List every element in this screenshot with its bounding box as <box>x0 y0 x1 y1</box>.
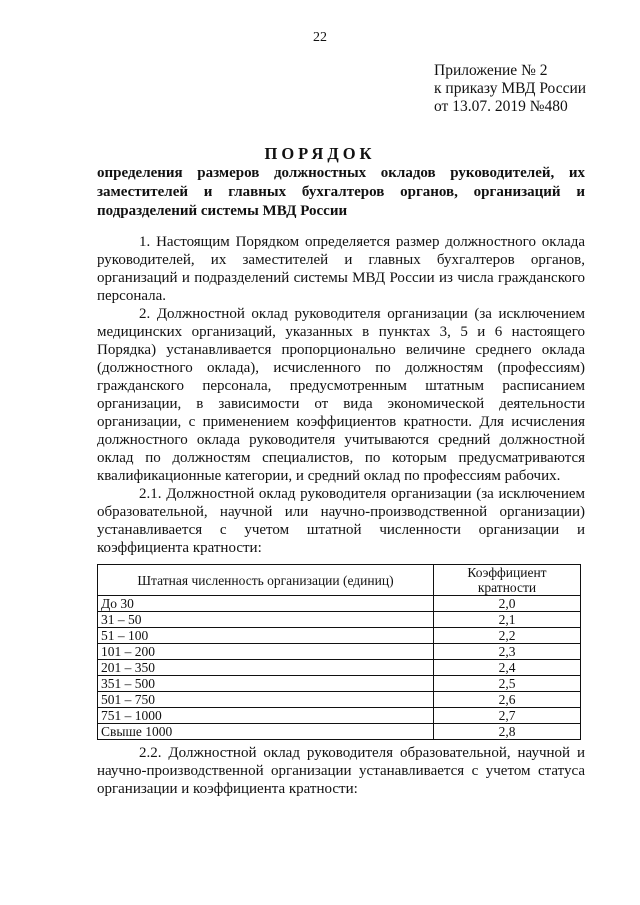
document-title: ПОРЯДОК <box>264 144 376 163</box>
table-header-row <box>98 565 581 596</box>
table-row <box>98 628 581 644</box>
headcount-cell: Свыше 1000 <box>98 724 434 740</box>
table-row <box>98 644 581 660</box>
appendix-line-3: от 13.07. 2019 №480 <box>434 98 568 115</box>
paragraph-2-1: 2.1. Должностной оклад руководителя организации (за исключением образовательной, научной или научно-производственной организации) устанавливается с учетом штатной численности организации и коэффициента кратности: <box>97 486 585 556</box>
table-row <box>98 612 581 628</box>
coefficient-cell: 2,5 <box>434 676 581 692</box>
coefficient-cell: 2,2 <box>434 628 581 644</box>
paragraph-1: 1. Настоящим Порядком определяется размер должностного оклада руководителей, их заместителей и главных бухгалтеров органов, организаций и подразделений системы МВД России из числа гражданского персонала. <box>97 234 585 304</box>
headcount-cell: До 30 <box>98 596 434 612</box>
header-headcount: Штатная численность организации (единиц) <box>98 565 434 596</box>
coefficient-cell: 2,0 <box>434 596 581 612</box>
coefficient-cell: 2,7 <box>434 708 581 724</box>
appendix-header <box>434 62 634 116</box>
document-body <box>97 233 585 557</box>
headcount-cell: 201 – 350 <box>98 660 434 676</box>
table-row <box>98 596 581 612</box>
table-row <box>98 660 581 676</box>
coefficient-cell: 2,1 <box>434 612 581 628</box>
paragraph-2-2: 2.2. Должностной оклад руководителя образовательной, научной и научно-производственной организации устанавливается с учетом статуса организации и коэффициента кратности: <box>97 745 585 797</box>
table-row <box>98 708 581 724</box>
headcount-cell: 351 – 500 <box>98 676 434 692</box>
headcount-cell: 101 – 200 <box>98 644 434 660</box>
headcount-cell: 31 – 50 <box>98 612 434 628</box>
coefficient-cell: 2,8 <box>434 724 581 740</box>
coefficient-table <box>97 564 581 740</box>
document-subtitle: определения размеров должностных окладов руководителей, их заместителей и главных бухгалтеров органов, организаций и подразделений системы МВД России <box>97 165 585 219</box>
document-body-continued <box>97 744 585 798</box>
appendix-line-1: Приложение № 2 <box>434 62 548 79</box>
table-row <box>98 692 581 708</box>
headcount-cell: 501 – 750 <box>98 692 434 708</box>
coefficient-cell: 2,3 <box>434 644 581 660</box>
paragraph-2: 2. Должностной оклад руководителя организации (за исключением медицинских организаций, указанных в пунктах 3, 5 и 6 настоящего Порядка) устанавливается пропорционально величине среднего оклада (должностного оклада), исчисленного по должностям (профессиям) гражданского персонала, предусмотренным штатным расписанием организации, в зависимости от вида экономической деятельности организации, с применением коэффициентов кратности. Для исчисления должностного оклада руководителя учитываются средний должностной оклад по должностям специалистов, по которым предусматриваются квалификационные категории, и средний оклад по профессиям рабочих. <box>97 306 585 484</box>
table-row <box>98 724 581 740</box>
appendix-line-2: к приказу МВД России <box>434 80 587 97</box>
headcount-cell: 751 – 1000 <box>98 708 434 724</box>
headcount-cell: 51 – 100 <box>98 628 434 644</box>
page-number: 22 <box>313 30 327 45</box>
header-coefficient: Коэффициент кратности <box>434 565 581 596</box>
table-row <box>98 676 581 692</box>
coefficient-cell: 2,6 <box>434 692 581 708</box>
coefficient-cell: 2,4 <box>434 660 581 676</box>
